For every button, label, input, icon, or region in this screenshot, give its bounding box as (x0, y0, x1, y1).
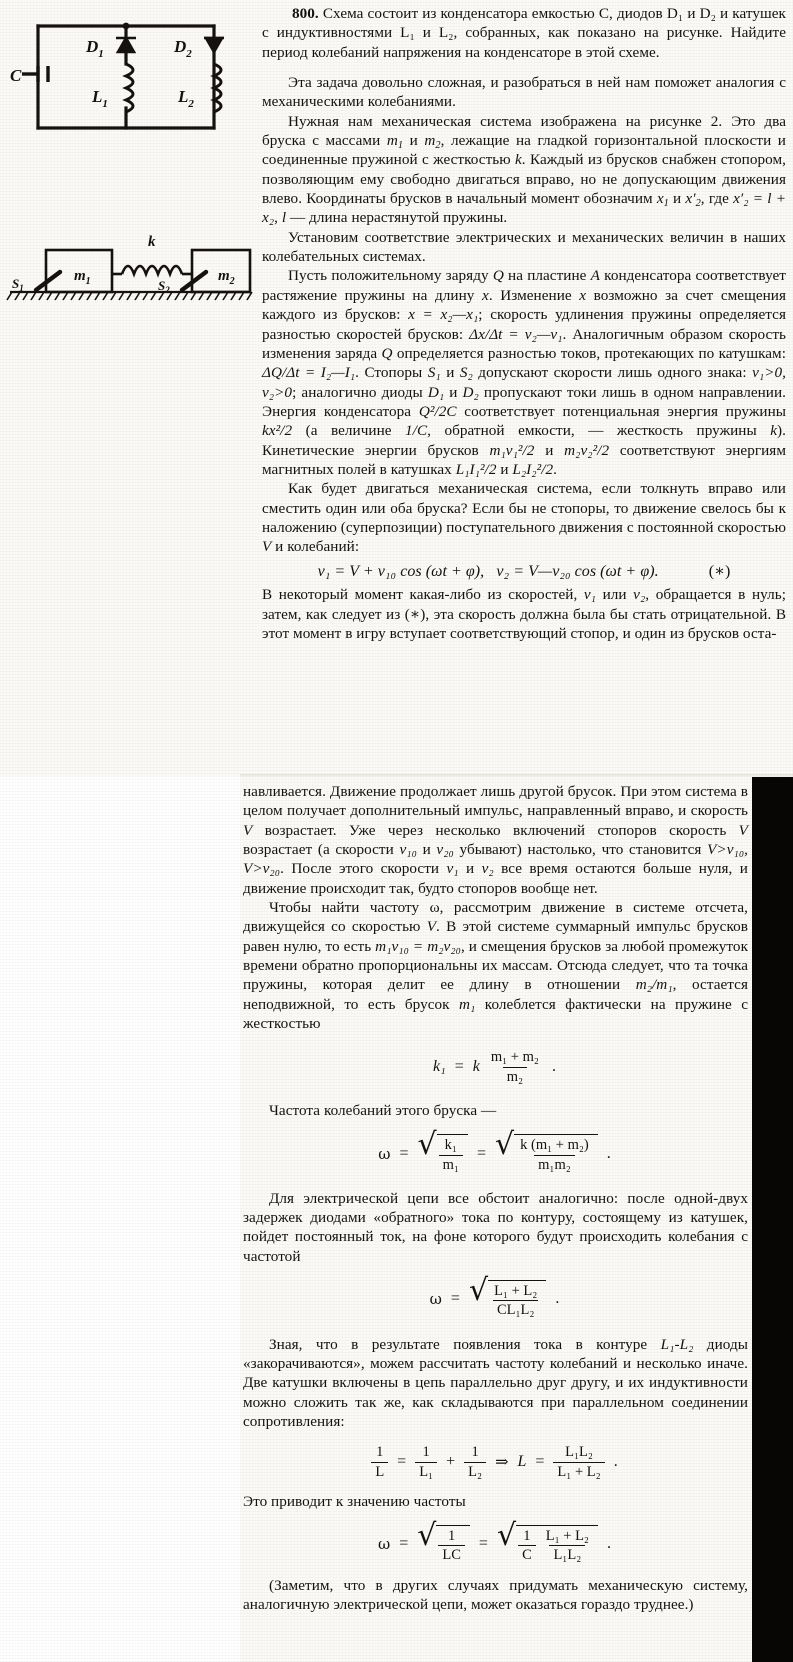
formula-omega1-r1-den: m₁ (439, 1155, 463, 1173)
formula-L-f2-num: 1 (422, 1444, 430, 1461)
p4-i: . Стопоры (355, 364, 428, 382)
p4-a: Пусть положительному заряду (288, 267, 493, 285)
var-x2prime: $x'_2$ (685, 190, 701, 209)
paragraph-6 (262, 585, 786, 643)
var-V: V (262, 538, 272, 556)
paragraph-9: Частота колебаний этого бруска — (269, 1101, 497, 1119)
var-k: k (515, 151, 522, 169)
ratio-masses: m₂/m₁ (635, 976, 673, 994)
eq-dx-dt: Δx/Δt = v₂—v₁ (469, 325, 563, 343)
p4-c: конденсатора соответствует растяжение пружины на длину (262, 267, 786, 304)
eq-x2prime: x′₂ = l + x₂ (262, 190, 786, 227)
ineq-V: V>v₁₀, V>v₂₀ (243, 841, 749, 878)
formula-k1-denominator: m₂ (503, 1067, 527, 1085)
var-D2: D₂ (462, 383, 479, 401)
text-column-top (262, 4, 786, 643)
formula-L-f2 (415, 1444, 437, 1479)
circuit-diagram (8, 8, 244, 136)
p4-t: соответствуют энергиям магнитных полей в катушках (262, 441, 786, 478)
problem-statement-text: Схема состоит из конденсатора емкостью C, диодов D₁ и D₂ и катушек с индуктивностями L₁ и L₂, собранных, как показано на рисунке. Найдите период колебаний напряжения на конденсаторе в этой схеме. (262, 5, 786, 61)
formula-L-plus: + (446, 1453, 456, 1471)
problem-number: 800. (292, 5, 319, 22)
formula-omega1-radical-2 (495, 1127, 598, 1173)
formula-k1-lhs: k₁ (433, 1058, 446, 1076)
formula-L-f4-num: L₁L₂ (565, 1444, 593, 1461)
formula-k1-eq: = (454, 1058, 464, 1076)
formula-omega3-lhs: ω (377, 1535, 391, 1554)
formula-L-f1-num: 1 (376, 1444, 384, 1461)
mech-label-mass1: $m_1$ (74, 268, 91, 287)
p2-a: Нужная нам механическая система изображена на рисунке 2. Это два бруска с массами (262, 112, 786, 150)
var-Q-2: Q (381, 344, 393, 362)
formula-L-f2-den: L₁ (415, 1462, 437, 1480)
var-A: A (590, 267, 600, 285)
formula-omega3-r2b-den: L₁L₂ (549, 1545, 585, 1563)
paragraph-5 (262, 479, 786, 556)
p4-e: возможно за счет смещения каждого из брусков: (262, 286, 787, 324)
formula-L-f3-num: 1 (471, 1444, 479, 1461)
p7-d: и (416, 841, 437, 859)
formula-L-f1 (371, 1444, 388, 1479)
text-column-bottom (243, 782, 748, 1614)
formula-omega3 (243, 1518, 748, 1564)
p8-e: колеблется фактически на пружине с жесткостью (243, 995, 748, 1033)
var-m2: $m_2$ (424, 132, 441, 151)
paragraph-2 (262, 112, 786, 228)
formula-omega3-eq2: = (478, 1535, 488, 1553)
p11-b: диоды «закорачиваются», можем рассчитать частоту колебаний и несколько иначе. Две катушки включены в цепь параллельно друг другу, и их индуктивности можно сложить так же, как складываются при параллельном соединении сопротивления: (243, 1335, 748, 1430)
formula-omega3-radical-2 (496, 1518, 598, 1564)
var-v1: v₁ (583, 586, 597, 604)
paragraph-10: Для электрической цепи все обстоит аналогично: после одной-двух задержек диодами «обратного» тока по контуру, состоящему из катушек, пойдет постоянный ток, на фоне которого будут происходить колебания с частотой (243, 1189, 748, 1265)
var-S1: S₁ (427, 364, 441, 382)
p7-c: возрастает (а скорости (243, 841, 400, 859)
p2-e: и (668, 190, 686, 208)
p2-f: , где (700, 190, 734, 208)
formula-omega1-lhs: ω (378, 1144, 391, 1163)
p4-b: на пластине (503, 267, 591, 285)
formula-omega2-eq: = (450, 1290, 460, 1308)
paragraph-8 (243, 898, 748, 1033)
var-v20: v₂₀ (436, 841, 454, 859)
page-seam (240, 774, 793, 777)
formula-omega2-radical (468, 1273, 546, 1319)
var-L1-L2: L₁-L₂ (660, 1335, 694, 1353)
formula-omega1-eq1: = (399, 1144, 409, 1162)
formula-L-f3-den: L₂ (464, 1462, 486, 1480)
formula-omega1-trail: . (606, 1144, 611, 1162)
p7-f: . После этого скорости (280, 860, 447, 878)
circuit-label-capacitor: C (10, 66, 22, 85)
paragraph-7 (243, 782, 748, 898)
eq-mag1: L₁I₁²/2 (455, 460, 497, 478)
var-V-b2: V (738, 821, 748, 839)
eq-ke2: m₂v₂²/2 (564, 441, 610, 459)
p6-c: , обращается в нуль; затем, как следует из (∗), эта скорость должна была бы стать отрицательной. В этот момент в игру вступает соответствующий стопор, и один из брусков оста- (262, 586, 786, 642)
eq-v-positive: v₁>0, v₂>0 (262, 364, 786, 401)
p4-s: и (534, 441, 565, 459)
var-x: x (482, 286, 489, 304)
var-D1: D₁ (427, 383, 445, 401)
mechanical-analogy-diagram (6, 206, 254, 302)
p4-k: допускают скорости лишь одного знака: (472, 364, 753, 382)
var-V-b3: V (426, 918, 437, 936)
p2-c: , лежащие на гладкой горизонтальной плоскости и соединенные пружиной с жесткостью (262, 132, 786, 169)
paragraph-11 (243, 1335, 748, 1432)
formula-omega1-r2-num: k (m₁ + m₂) (520, 1137, 589, 1154)
formula-k1 (243, 1049, 748, 1084)
p2-b: и (403, 132, 425, 150)
var-v2-b: v₂ (481, 860, 494, 878)
formula-v1: v₁ = V + v₁₀ cos (ωt + φ), (317, 562, 485, 580)
eq-cap-energy: Q²/2C (418, 402, 457, 420)
var-S2: S₂ (459, 364, 473, 382)
formula-omega1-r1-num: k₁ (444, 1137, 457, 1154)
eq-inv-c: 1/C (405, 422, 428, 440)
formula-k1-numerator: m₁ + m₂ (490, 1049, 539, 1066)
p7-g: и (458, 860, 482, 878)
formula-k1-trail: . (551, 1058, 556, 1076)
formula-L-lhs2: L (517, 1453, 527, 1471)
p4-m: и (444, 383, 463, 401)
p4-l: ; аналогично диоды (292, 383, 428, 401)
p6-b: или (596, 586, 634, 604)
formula-L-f4 (553, 1444, 604, 1479)
formula-L-eq1: = (397, 1453, 407, 1471)
p7-h: все время остаются больше нуля, и движение происходит так, будто стопоров вообще нет. (243, 860, 748, 897)
formula-omega2-lhs: ω (429, 1290, 442, 1309)
figure-column (0, 0, 258, 776)
p8-b: . В этой системе суммарный импульс брусков равен нулю, то есть (243, 918, 748, 955)
p4-p: (а величине (292, 422, 406, 440)
paragraph-4 (262, 266, 786, 479)
paragraph-13: (Заметим, что в других случаях придумать механическую систему, аналогичную электрической цепи, может оказаться гораздо труднее.) (243, 1576, 748, 1613)
formula-omega3-trail: . (607, 1535, 611, 1553)
var-k-2: k (770, 422, 778, 440)
formula-k1-coef: k (472, 1058, 480, 1076)
var-v10: v₁₀ (399, 841, 417, 859)
formula-omega1-r2-den: m₁m₂ (534, 1155, 575, 1173)
radical-sign-icon: √ (417, 1127, 437, 1163)
var-Q: Q (492, 267, 504, 285)
radical-sign-icon: √ (417, 1518, 437, 1554)
var-m1-b: m₁ (459, 995, 476, 1013)
formula-L-trail: . (613, 1453, 618, 1471)
p5-b: и колебаний: (271, 538, 360, 556)
p7-a: навливается. Движение продолжает лишь другой брусок. При этом система в целом получает дополнительный импульс, направленный вправо, и скорость (243, 783, 748, 820)
formula-L-arrow: ⇒ (495, 1454, 509, 1472)
var-V-b1: V (243, 821, 253, 839)
formula-omega2 (243, 1273, 748, 1319)
formula-omega2-num: L₁ + L₂ (494, 1283, 538, 1300)
eq-dq-dt: ΔQ/Δt = I₂—I₁ (262, 364, 356, 382)
var-x1: $x_1$ (656, 190, 669, 209)
formula-omega1 (243, 1127, 748, 1173)
formula-omega3-radical-1 (417, 1518, 470, 1564)
formula-star-tag: (∗) (708, 562, 731, 580)
radical-sign-icon: √ (495, 1127, 515, 1163)
p4-h: определяется разностью токов, протекающих по катушкам: (392, 344, 786, 362)
mech-label-stopper2: $S_2$ (158, 278, 170, 295)
p7-e: убывают) настолько, что становится (453, 841, 708, 859)
p4-r: ). Кинетические энергии брусков (262, 422, 786, 459)
p8-c: , и смещения брусков за любой промежуток времени обратно пропорциональны их массам. Отсюда следует, что та точка пружины, которая делит ее длину в отношении (243, 937, 748, 994)
formula-omega3-eq1: = (399, 1535, 409, 1553)
p2-g: , (274, 209, 282, 227)
var-l: l (281, 209, 287, 227)
p11-a: Зная, что в результате появления тока в контуре (269, 1335, 661, 1353)
p6-a: В некоторый момент какая-либо из скоростей, (262, 586, 584, 604)
radical-sign-icon: √ (468, 1273, 489, 1309)
var-v1-b: v₁ (446, 860, 459, 878)
var-m1: $m_1$ (386, 132, 404, 151)
paragraph-12: Это приводит к значению частоты (243, 1492, 466, 1510)
p4-v: . (553, 460, 557, 478)
p4-o: соответствует потенциальная энергия пружины (456, 402, 787, 420)
formula-parallel-inductance (243, 1444, 748, 1479)
p2-d: . Каждый из брусков снабжен стопором, позволяющим ему свободно двигаться вправо, но не допускающим движения влево. Координаты брусков в начальный момент обозначим (262, 151, 786, 208)
formula-velocities (262, 563, 786, 581)
formula-L-eq2: = (535, 1453, 545, 1471)
circuit-label-diode1: $D_1$ (86, 37, 104, 60)
var-v2: v₂ (633, 586, 646, 604)
eq-momentum: m₁v₁₀ = m₂v₂₀ (375, 937, 461, 955)
problem-statement (262, 4, 786, 62)
formula-k1-fraction (487, 1049, 543, 1084)
p7-b: возрастает. Уже через несколько включений стопоров скорость (252, 821, 739, 839)
p4-f: ; скорость удлинения пружины определяется разностью скоростей брусков: (262, 306, 786, 343)
mech-label-mass2: $m_2$ (218, 268, 235, 287)
formula-L-f1-den: L (371, 1462, 388, 1480)
paragraph-1: Эта задача довольно сложная, и разобраться в ней нам поможет аналогия с механическими колебаниями. (262, 74, 786, 111)
circuit-label-coil1: $L_1$ (92, 87, 108, 110)
p4-g: . Аналогичным образом скорость изменения заряда (262, 325, 787, 362)
var-x-2: x (579, 286, 587, 304)
circuit-label-diode2: $D_2$ (174, 37, 192, 60)
mech-label-stopper1: $S_1$ (12, 276, 24, 293)
p4-n: пропускают токи лишь в одном направлении. Энергия конденсатора (262, 383, 786, 420)
p4-j: и (440, 364, 460, 382)
p4-u: и (496, 460, 513, 478)
formula-omega3-r2a-den: C (518, 1545, 536, 1563)
circuit-junction-dot (123, 23, 130, 30)
p8-d: , остается неподвижной, то есть брусок (243, 976, 748, 1013)
p8-a: Чтобы найти частоту ω, рассмотрим движение в системе отсчета, движущейся со скоростью (243, 899, 748, 936)
eq-spring-energy: kx²/2 (262, 422, 293, 440)
formula-v2: v₂ = V—v₂₀ cos (ωt + φ). (496, 562, 659, 580)
formula-omega3-r1-num: 1 (448, 1528, 456, 1545)
formula-omega2-trail: . (555, 1290, 560, 1308)
p4-q: , обратной емкости, — жесткость пружины (427, 422, 771, 440)
scan-gutter-shadow (752, 776, 793, 1662)
formula-omega1-eq2: = (476, 1144, 486, 1162)
p2-h: — длина нерастянутой пружины. (286, 209, 508, 227)
formula-omega1-radical-1 (417, 1127, 468, 1173)
p4-d: . Изменение (488, 286, 580, 304)
eq-x-diff: x = x₂—x₁ (408, 306, 479, 324)
paragraph-3: Установим соответствие электрических и механических величин в наших колебательных системах. (262, 228, 786, 266)
page-left-margin (0, 776, 240, 1662)
mech-label-spring: k (148, 234, 156, 250)
eq-mag2: L₂I₂²/2 (512, 460, 554, 478)
circuit-label-coil2: $L_2$ (178, 87, 194, 110)
eq-ke1: m₁v₁²/2 (489, 441, 535, 459)
formula-omega3-r2a-num: 1 (523, 1528, 531, 1545)
formula-omega3-r2b-num: L₁ + L₂ (545, 1528, 589, 1545)
formula-L-f4-den: L₁ + L₂ (553, 1462, 604, 1480)
formula-omega3-r1-den: LC (438, 1545, 465, 1563)
p5-a: Как будет двигаться механическая система, если толкнуть вправо или сместить один или оба бруска? Если бы не стопоры, то движение свелось бы к наложению (суперпозиции) поступательного движения с постоянной скоростью (262, 480, 786, 536)
formula-L-f3 (464, 1444, 486, 1479)
formula-omega2-den: CL₁L₂ (493, 1300, 539, 1318)
radical-sign-icon: √ (496, 1518, 517, 1554)
